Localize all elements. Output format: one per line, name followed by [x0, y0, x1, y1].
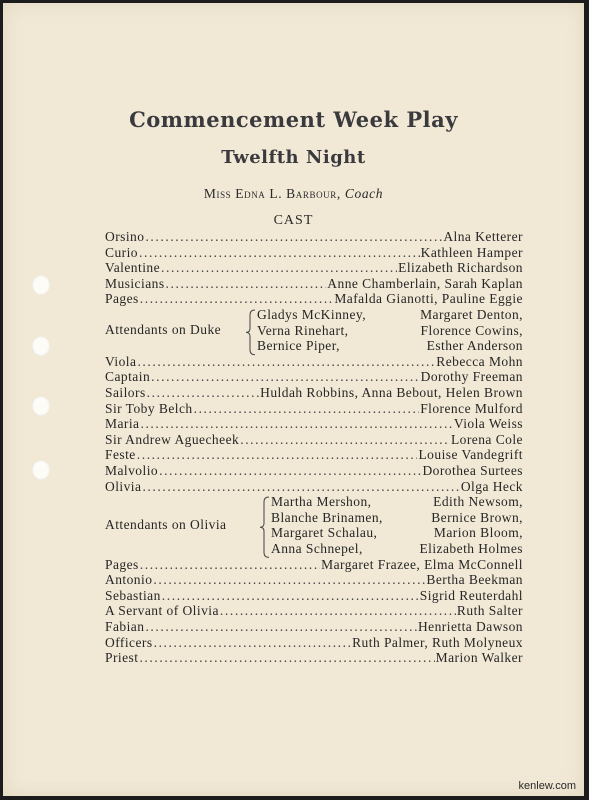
attendant-line	[271, 525, 523, 541]
cast-row	[105, 229, 523, 245]
role-name: Maria	[105, 416, 140, 432]
role-name: Orsino	[105, 229, 145, 244]
cast-row	[105, 245, 523, 261]
page-heading: Commencement Week Play	[129, 107, 458, 132]
attendant-name: Blanche Brinamen,	[271, 509, 383, 525]
leader-dots	[194, 401, 420, 417]
actor-name: Lorena Cole	[450, 431, 523, 447]
cast-row	[105, 479, 523, 495]
leader-dots	[220, 603, 456, 619]
leader-dots	[140, 557, 320, 573]
coach-credit	[3, 186, 584, 202]
attendant-name: Martha Mershon,	[271, 494, 372, 510]
cast-row	[105, 260, 523, 276]
actor-name: Kathleen Hamper	[420, 244, 523, 260]
coach-role: Coach	[344, 186, 384, 201]
role-name: Officers	[105, 634, 153, 650]
cast-row	[105, 619, 523, 635]
actor-name: Ruth Salter	[456, 603, 523, 619]
role-name: Sir Andrew Aguecheek	[105, 431, 240, 447]
cast-row	[105, 588, 523, 604]
leader-dots	[153, 572, 425, 588]
actor-name: Viola Weiss	[453, 416, 523, 432]
actor-name: Dorothea Surtees	[422, 463, 523, 478]
leader-dots	[140, 291, 334, 307]
cast-row	[105, 354, 523, 370]
actor-name: Margaret Frazee, Elma McConnell	[321, 556, 523, 572]
cast-row	[105, 369, 523, 385]
attendant-line	[257, 323, 523, 339]
cast-row	[105, 650, 523, 666]
role-name: A Servant of Olivia	[105, 603, 219, 619]
role-name: Priest	[105, 650, 139, 666]
attendant-line	[257, 338, 523, 354]
program-page	[3, 3, 584, 796]
leader-dots	[240, 432, 450, 448]
attendant-name: Anna Schnepel,	[271, 541, 363, 556]
attendant-name: Esther Anderson	[426, 338, 523, 354]
leader-dots	[139, 245, 420, 261]
attendant-name: Verna Rinehart,	[257, 322, 349, 338]
leader-dots	[145, 229, 442, 245]
leader-dots	[147, 385, 259, 401]
actor-name: Dorothy Freeman	[420, 369, 523, 385]
cast-row	[105, 635, 523, 651]
actor-name: Olga Heck	[460, 478, 523, 494]
leader-dots	[137, 354, 435, 370]
role-name: Sir Toby Belch	[105, 400, 193, 416]
actor-name: Henrietta Dawson	[417, 619, 523, 634]
role-name: Pages	[105, 291, 139, 307]
cast-row	[105, 572, 523, 588]
actor-name: Anne Chamberlain, Sarah Kaplan	[327, 275, 523, 291]
leader-dots	[145, 619, 417, 635]
cast-row	[105, 401, 523, 417]
leader-dots	[162, 588, 419, 604]
cast-row	[105, 385, 523, 401]
actor-name: Bertha Beekman	[426, 572, 523, 588]
attendant-name: Bernice Brown,	[431, 509, 523, 525]
leader-dots	[166, 276, 327, 292]
cast-row	[105, 416, 523, 432]
leader-dots	[159, 463, 421, 479]
leader-dots	[151, 369, 420, 385]
attendant-line	[271, 541, 523, 557]
punch-hole	[32, 336, 50, 356]
coach-name: Miss Edna L. Barbour,	[203, 186, 341, 201]
role-name: Fabian	[105, 619, 145, 634]
role-name: Feste	[105, 447, 136, 463]
duke-attendants-label: Attendants on Duke	[105, 322, 222, 338]
actor-name: Alna Ketterer	[443, 229, 523, 244]
punch-hole	[32, 460, 50, 480]
attendant-name: Marion Bloom,	[433, 525, 523, 541]
leader-dots	[137, 447, 418, 463]
actor-name: Marion Walker	[435, 650, 523, 666]
cast-row	[105, 291, 523, 307]
cast-row	[105, 603, 523, 619]
play-title: Twelfth Night	[221, 147, 366, 168]
cast-row	[105, 447, 523, 463]
attendant-name: Bernice Piper,	[257, 338, 340, 354]
actor-name: Rebecca Mohn	[436, 353, 523, 369]
olivia-attendants-label: Attendants on Olivia	[105, 517, 227, 533]
role-name: Sailors	[105, 385, 146, 400]
role-name: Malvolio	[105, 463, 159, 478]
brace-icon	[245, 309, 257, 356]
actor-name: Sigrid Reuterdahl	[419, 587, 523, 603]
role-name: Valentine	[105, 260, 161, 276]
attendant-name: Margaret Schalau,	[271, 525, 378, 541]
leader-dots	[140, 416, 452, 432]
attendant-name: Margaret Denton,	[420, 307, 523, 322]
attendant-name: Gladys McKinney,	[257, 307, 367, 322]
brace-icon	[259, 496, 271, 558]
role-name: Musicians	[105, 275, 165, 291]
cast-row	[105, 463, 523, 479]
attendant-line	[257, 307, 523, 323]
actor-name: Ruth Palmer, Ruth Molyneux	[352, 634, 523, 650]
cast-row	[105, 432, 523, 448]
cast-heading: CAST	[273, 213, 314, 228]
leader-dots	[139, 650, 434, 666]
role-name: Sebastian	[105, 587, 161, 603]
actor-name: Mafalda Gianotti, Pauline Eggie	[334, 291, 523, 307]
actor-name: Florence Mulford	[420, 400, 523, 416]
punch-hole	[32, 396, 50, 416]
leader-dots	[161, 260, 397, 276]
watermark: kenlew.com	[518, 780, 576, 792]
actor-name: Louise Vandegrift	[418, 447, 523, 463]
role-name: Viola	[105, 353, 137, 369]
attendant-name: Elizabeth Holmes	[419, 541, 523, 556]
role-name: Antonio	[105, 572, 153, 588]
actor-name: Huldah Robbins, Anna Bebout, Helen Brown	[260, 385, 523, 400]
punch-hole	[32, 275, 50, 295]
actor-name: Elizabeth Richardson	[398, 260, 523, 276]
role-name: Pages	[105, 556, 139, 572]
attendant-line	[271, 510, 523, 526]
attendant-name: Edith Newsom,	[433, 494, 523, 510]
role-name: Curio	[105, 244, 139, 260]
attendant-line	[271, 494, 523, 510]
leader-dots	[154, 635, 352, 651]
attendant-name: Florence Cowins,	[420, 322, 523, 338]
role-name: Olivia	[105, 478, 142, 494]
cast-row	[105, 276, 523, 292]
role-name: Captain	[105, 369, 151, 385]
leader-dots	[142, 479, 459, 495]
cast-row	[105, 557, 523, 573]
